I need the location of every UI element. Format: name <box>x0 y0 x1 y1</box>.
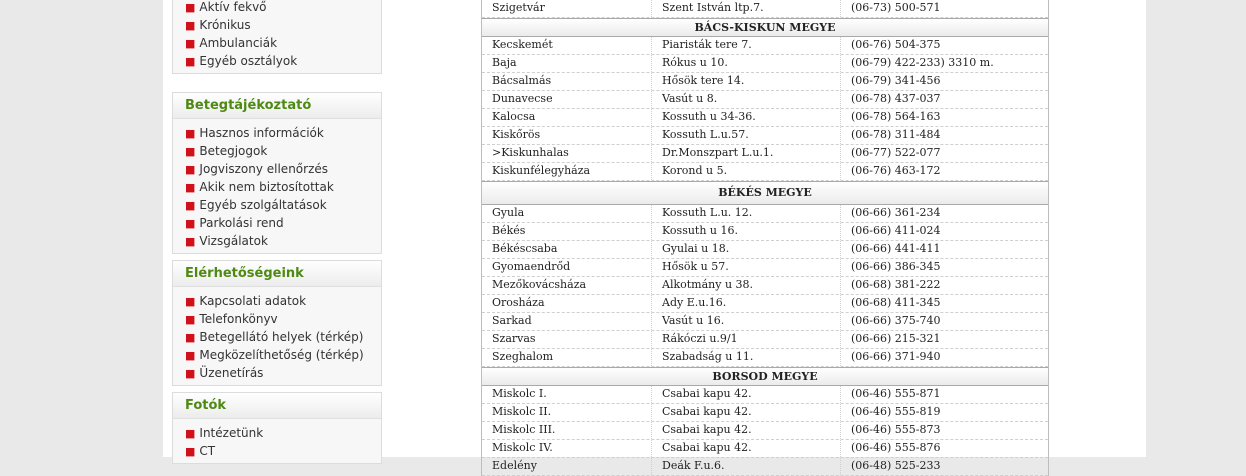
table-row <box>482 37 1048 55</box>
sidebar-item-aktiv-fekvo[interactable]: ■ Aktív fekvő <box>185 0 267 14</box>
phone-cell: (06-66) 411-024 <box>851 224 941 237</box>
city-cell: Kecskemét <box>482 37 652 54</box>
bekes-rows <box>482 205 1048 367</box>
phone-cell: (06-66) 371-940 <box>851 350 941 363</box>
table-row <box>482 404 1048 422</box>
table-row <box>482 0 1048 18</box>
city-cell: Dunavecse <box>482 91 652 108</box>
bullet-icon: ■ <box>185 217 196 230</box>
bullet-icon: ■ <box>185 37 196 50</box>
sidebar-item-kapcsolati-adatok[interactable]: ■ Kapcsolati adatok <box>185 294 307 308</box>
city-cell: Edelény <box>482 458 652 475</box>
city-cell: Bácsalmás <box>482 73 652 90</box>
bullet-icon: ■ <box>185 331 196 344</box>
city-cell: Gyomaendrőd <box>482 259 652 276</box>
sidebar-item-akik-nem-biztositottak[interactable]: ■ Akik nem biztosítottak <box>185 180 334 194</box>
table-row <box>482 422 1048 440</box>
phone-cell: (06-66) 375-740 <box>851 314 941 327</box>
city-cell: Sarkad <box>482 313 652 330</box>
city-cell: Mezőkovácsháza <box>482 277 652 294</box>
sidebar-box-elerhetosegeink <box>172 260 382 386</box>
phone-cell: (06-73) 500-571 <box>851 1 941 14</box>
table-row <box>482 223 1048 241</box>
sidebar-item-kronikus[interactable]: ■ Krónikus <box>185 18 251 32</box>
phone-cell: (06-78) 311-484 <box>851 128 941 141</box>
sidebar-item-uzenetiras[interactable]: ■ Üzenetírás <box>185 366 264 380</box>
table-row <box>482 91 1048 109</box>
table-row <box>482 295 1048 313</box>
fotok-list <box>173 419 381 463</box>
table-row <box>482 386 1048 404</box>
city-cell: Kiskunfélegyháza <box>482 163 652 180</box>
table-row <box>482 205 1048 223</box>
city-cell: Békéscsaba <box>482 241 652 258</box>
betegtajekoztato-list <box>173 119 381 253</box>
sidebar-item-intezetunk[interactable]: ■ Intézetünk <box>185 426 264 440</box>
phone-cell: (06-76) 463-172 <box>851 164 941 177</box>
sidebar-heading-elerhetosegeink: Elérhetőségeink <box>173 261 381 287</box>
table-row <box>482 163 1048 181</box>
bacs-kiskun-rows <box>482 37 1048 181</box>
bullet-icon: ■ <box>185 127 196 140</box>
sidebar-box-betegtajekoztato <box>172 92 382 254</box>
phone-cell: (06-68) 411-345 <box>851 296 941 309</box>
address-cell: Kossuth L.u.57. <box>652 127 841 144</box>
borsod-rows <box>482 386 1048 476</box>
table-row <box>482 331 1048 349</box>
address-cell: Korond u 5. <box>652 163 841 180</box>
bullet-icon: ■ <box>185 313 196 326</box>
city-cell: Békés <box>482 223 652 240</box>
sidebar-item-ct[interactable]: ■ CT <box>185 444 216 458</box>
phone-cell: (06-76) 504-375 <box>851 38 941 51</box>
phonebook-table <box>481 0 1049 476</box>
address-cell: Deák F.u.6. <box>652 458 841 475</box>
sidebar-item-hasznos-informaciok[interactable]: ■ Hasznos információk <box>185 126 324 140</box>
bullet-icon: ■ <box>185 295 196 308</box>
city-cell: Szarvas <box>482 331 652 348</box>
table-row <box>482 241 1048 259</box>
phone-cell: (06-66) 441-411 <box>851 242 941 255</box>
address-cell: Gyulai u 18. <box>652 241 841 258</box>
county-header-bekes: BÉKÉS MEGYE <box>482 181 1048 205</box>
phone-cell: (06-46) 555-873 <box>851 423 941 436</box>
phone-cell: (06-78) 437-037 <box>851 92 941 105</box>
bullet-icon: ■ <box>185 349 196 362</box>
address-cell: Kossuth L.u. 12. <box>652 205 841 222</box>
phone-cell: (06-66) 215-321 <box>851 332 941 345</box>
address-cell: Csabai kapu 42. <box>652 404 841 421</box>
county-header-bacs-kiskun: BÁCS-KISKUN MEGYE <box>482 18 1048 37</box>
sidebar-item-jogviszony-ellenorzes[interactable]: ■ Jogviszony ellenőrzés <box>185 162 329 176</box>
sidebar-item-parkolasi-rend[interactable]: ■ Parkolási rend <box>185 216 284 230</box>
address-cell: Csabai kapu 42. <box>652 440 841 457</box>
city-cell: Miskolc I. <box>482 386 652 403</box>
sidebar-box-departments <box>172 0 382 74</box>
bullet-icon: ■ <box>185 427 196 440</box>
table-row <box>482 313 1048 331</box>
address-cell: Rókus u 10. <box>652 55 841 72</box>
address-cell: Csabai kapu 42. <box>652 386 841 403</box>
phone-cell: (06-68) 381-222 <box>851 278 941 291</box>
city-cell: Szeghalom <box>482 349 652 366</box>
table-row <box>482 109 1048 127</box>
city-cell: Orosháza <box>482 295 652 312</box>
phone-cell: (06-48) 525-233 <box>851 459 941 472</box>
bullet-icon: ■ <box>185 1 196 14</box>
bullet-icon: ■ <box>185 235 196 248</box>
sidebar-item-betegjogok[interactable]: ■ Betegjogok <box>185 144 268 158</box>
bullet-icon: ■ <box>185 19 196 32</box>
bullet-icon: ■ <box>185 55 196 68</box>
bullet-icon: ■ <box>185 145 196 158</box>
sidebar-item-betegellato-helyek[interactable]: ■ Betegellátó helyek (térkép) <box>185 330 364 344</box>
address-cell: Szent István ltp.7. <box>652 0 841 17</box>
city-cell: Kiskőrös <box>482 127 652 144</box>
table-row <box>482 277 1048 295</box>
address-cell: Vasút u 8. <box>652 91 841 108</box>
bullet-icon: ■ <box>185 163 196 176</box>
phone-cell: (06-46) 555-819 <box>851 405 941 418</box>
bullet-icon: ■ <box>185 199 196 212</box>
address-cell: Csabai kapu 42. <box>652 422 841 439</box>
county-header-borsod: BORSOD MEGYE <box>482 367 1048 386</box>
sidebar-item-egyeb-osztalyok[interactable]: ■ Egyéb osztályok <box>185 54 298 68</box>
table-row <box>482 55 1048 73</box>
address-cell: Hősök u 57. <box>652 259 841 276</box>
sidebar-item-megkozelithetoseg[interactable]: ■ Megközelíthetőség (térkép) <box>185 348 364 362</box>
address-cell: Kossuth u 34-36. <box>652 109 841 126</box>
bullet-icon: ■ <box>185 367 196 380</box>
table-row <box>482 440 1048 458</box>
sidebar-box-fotok <box>172 392 382 464</box>
sidebar-heading-fotok: Fotók <box>173 393 381 419</box>
city-cell: Szigetvár <box>482 0 652 17</box>
address-cell: Hősök tere 14. <box>652 73 841 90</box>
table-row <box>482 349 1048 367</box>
table-row <box>482 458 1048 476</box>
phone-cell: (06-78) 564-163 <box>851 110 941 123</box>
address-cell: Dr.Monszpart L.u.1. <box>652 145 841 162</box>
sidebar-item-ambulanciak[interactable]: ■ Ambulanciák <box>185 36 278 50</box>
city-cell: Miskolc IV. <box>482 440 652 457</box>
city-cell: Miskolc III. <box>482 422 652 439</box>
address-cell: Alkotmány u 38. <box>652 277 841 294</box>
city-cell: Baja <box>482 55 652 72</box>
phone-cell: (06-46) 555-876 <box>851 441 941 454</box>
city-cell: Gyula <box>482 205 652 222</box>
city-cell: >Kiskunhalas <box>482 145 652 162</box>
elerhetosegeink-list <box>173 287 381 385</box>
sidebar-item-vizsgalatok[interactable]: ■ Vizsgálatok <box>185 234 268 248</box>
table-row <box>482 259 1048 277</box>
phone-cell: (06-79) 341-456 <box>851 74 941 87</box>
phone-cell: (06-77) 522-077 <box>851 146 941 159</box>
phone-cell: (06-46) 555-871 <box>851 387 941 400</box>
bullet-icon: ■ <box>185 181 196 194</box>
address-cell: Szabadság u 11. <box>652 349 841 366</box>
phone-cell: (06-79) 422-233) 3310 m. <box>851 56 994 69</box>
address-cell: Piaristák tere 7. <box>652 37 841 54</box>
table-row <box>482 145 1048 163</box>
address-cell: Ady E.u.16. <box>652 295 841 312</box>
sidebar-heading-betegtajekoztato: Betegtájékoztató <box>173 93 381 119</box>
bullet-icon: ■ <box>185 445 196 458</box>
phone-cell: (06-66) 361-234 <box>851 206 941 219</box>
sidebar-item-egyeb-szolgaltatasok[interactable]: ■ Egyéb szolgáltatások <box>185 198 327 212</box>
city-cell: Kalocsa <box>482 109 652 126</box>
city-cell: Miskolc II. <box>482 404 652 421</box>
address-cell: Kossuth u 16. <box>652 223 841 240</box>
address-cell: Rákóczi u.9/1 <box>652 331 841 348</box>
departments-list <box>173 0 381 73</box>
table-row <box>482 73 1048 91</box>
sidebar-item-telefonkonyv[interactable]: ■ Telefonkönyv <box>185 312 278 326</box>
table-row <box>482 127 1048 145</box>
phone-cell: (06-66) 386-345 <box>851 260 941 273</box>
address-cell: Vasút u 16. <box>652 313 841 330</box>
